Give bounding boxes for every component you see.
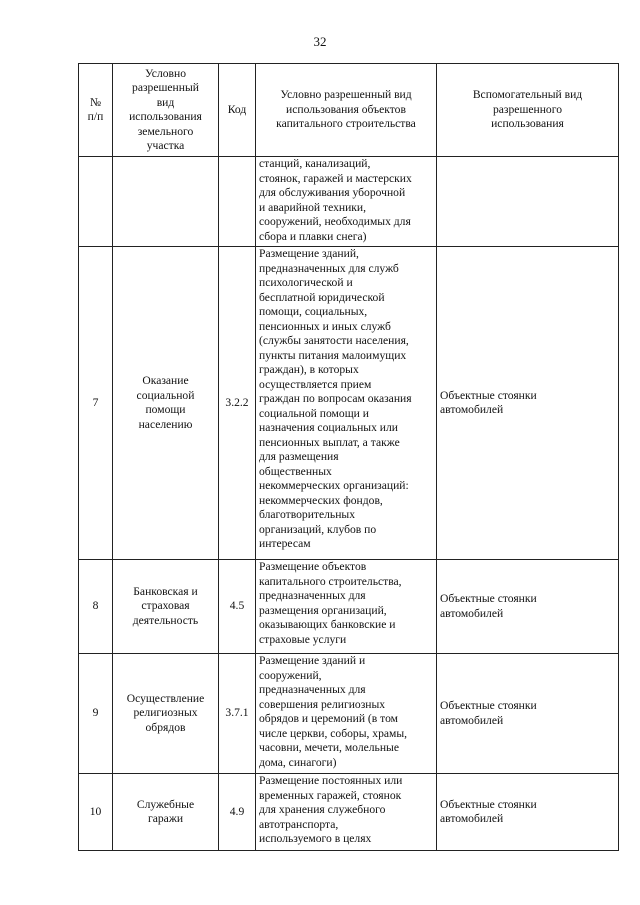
table-row xyxy=(79,774,619,851)
row-capital-construction-use: станций, канализаций, стоянок, гаражей и мастерских для обслуживания уборочной и аварийной техники, сооружений, необходимых для сбора и плавки снега) xyxy=(256,157,437,247)
row-num: 8 xyxy=(79,560,113,654)
row-land-use-kind xyxy=(113,157,219,247)
row-capital-construction-use: Размещение объектов капитального строительства, предназначенных для размещения организаций, оказывающих банковские и страховые услуги xyxy=(256,560,437,654)
row-land-use-kind: Осуществление религиозных обрядов xyxy=(113,654,219,774)
page-number: 32 xyxy=(313,34,327,49)
row-auxiliary-use: Объектные стоянки автомобилей xyxy=(437,654,619,774)
table-row xyxy=(79,157,619,247)
row-num: 7 xyxy=(79,247,113,560)
row-code: 3.2.2 xyxy=(219,247,256,560)
row-auxiliary-use: Объектные стоянки автомобилей xyxy=(437,560,619,654)
header-code: Код xyxy=(219,64,256,157)
table-row xyxy=(79,247,619,560)
row-code xyxy=(219,157,256,247)
row-capital-construction-use: Размещение зданий и сооружений, предназначенных для совершения религиозных обрядов и церемоний (в том числе церкви, соборы, храмы, часовни, мечети, молельные дома, синагоги) xyxy=(256,654,437,774)
row-auxiliary-use: Объектные стоянки автомобилей xyxy=(437,247,619,560)
table-header-row xyxy=(79,64,619,157)
row-auxiliary-use xyxy=(437,157,619,247)
land-use-table xyxy=(78,63,619,851)
row-num xyxy=(79,157,113,247)
row-capital-construction-use: Размещение постоянных или временных гаражей, стоянок для хранения служебного автотранспорта, используемого в целях xyxy=(256,774,437,851)
row-land-use-kind: Банковская и страховая деятельность xyxy=(113,560,219,654)
header-num: № п/п xyxy=(79,64,113,157)
row-auxiliary-use: Объектные стоянки автомобилей xyxy=(437,774,619,851)
row-capital-construction-use: Размещение зданий, предназначенных для служб психологической и бесплатной юридической помощи, социальных, пенсионных и иных служб (службы занятости населения, пункты питания малоимущих граждан), в которых осуществляется прием граждан по вопросам оказания социальной помощи и назначения социальных или пенсионных выплат, а также для размещения общественных некоммерческих организаций: некоммерческих фондов, благотворительных организаций, клубов по интересам xyxy=(256,247,437,560)
row-land-use-kind: Служебные гаражи xyxy=(113,774,219,851)
row-num: 10 xyxy=(79,774,113,851)
row-code: 3.7.1 xyxy=(219,654,256,774)
row-land-use-kind: Оказание социальной помощи населению xyxy=(113,247,219,560)
row-code: 4.5 xyxy=(219,560,256,654)
table-row xyxy=(79,560,619,654)
table-row xyxy=(79,654,619,774)
header-land-use-kind: Условно разрешенный вид использования земельного участка xyxy=(113,64,219,157)
header-auxiliary-use: Вспомогательный вид разрешенного использования xyxy=(437,64,619,157)
header-capital-construction-use: Условно разрешенный вид использования объектов капитального строительства xyxy=(256,64,437,157)
row-num: 9 xyxy=(79,654,113,774)
row-code: 4.9 xyxy=(219,774,256,851)
